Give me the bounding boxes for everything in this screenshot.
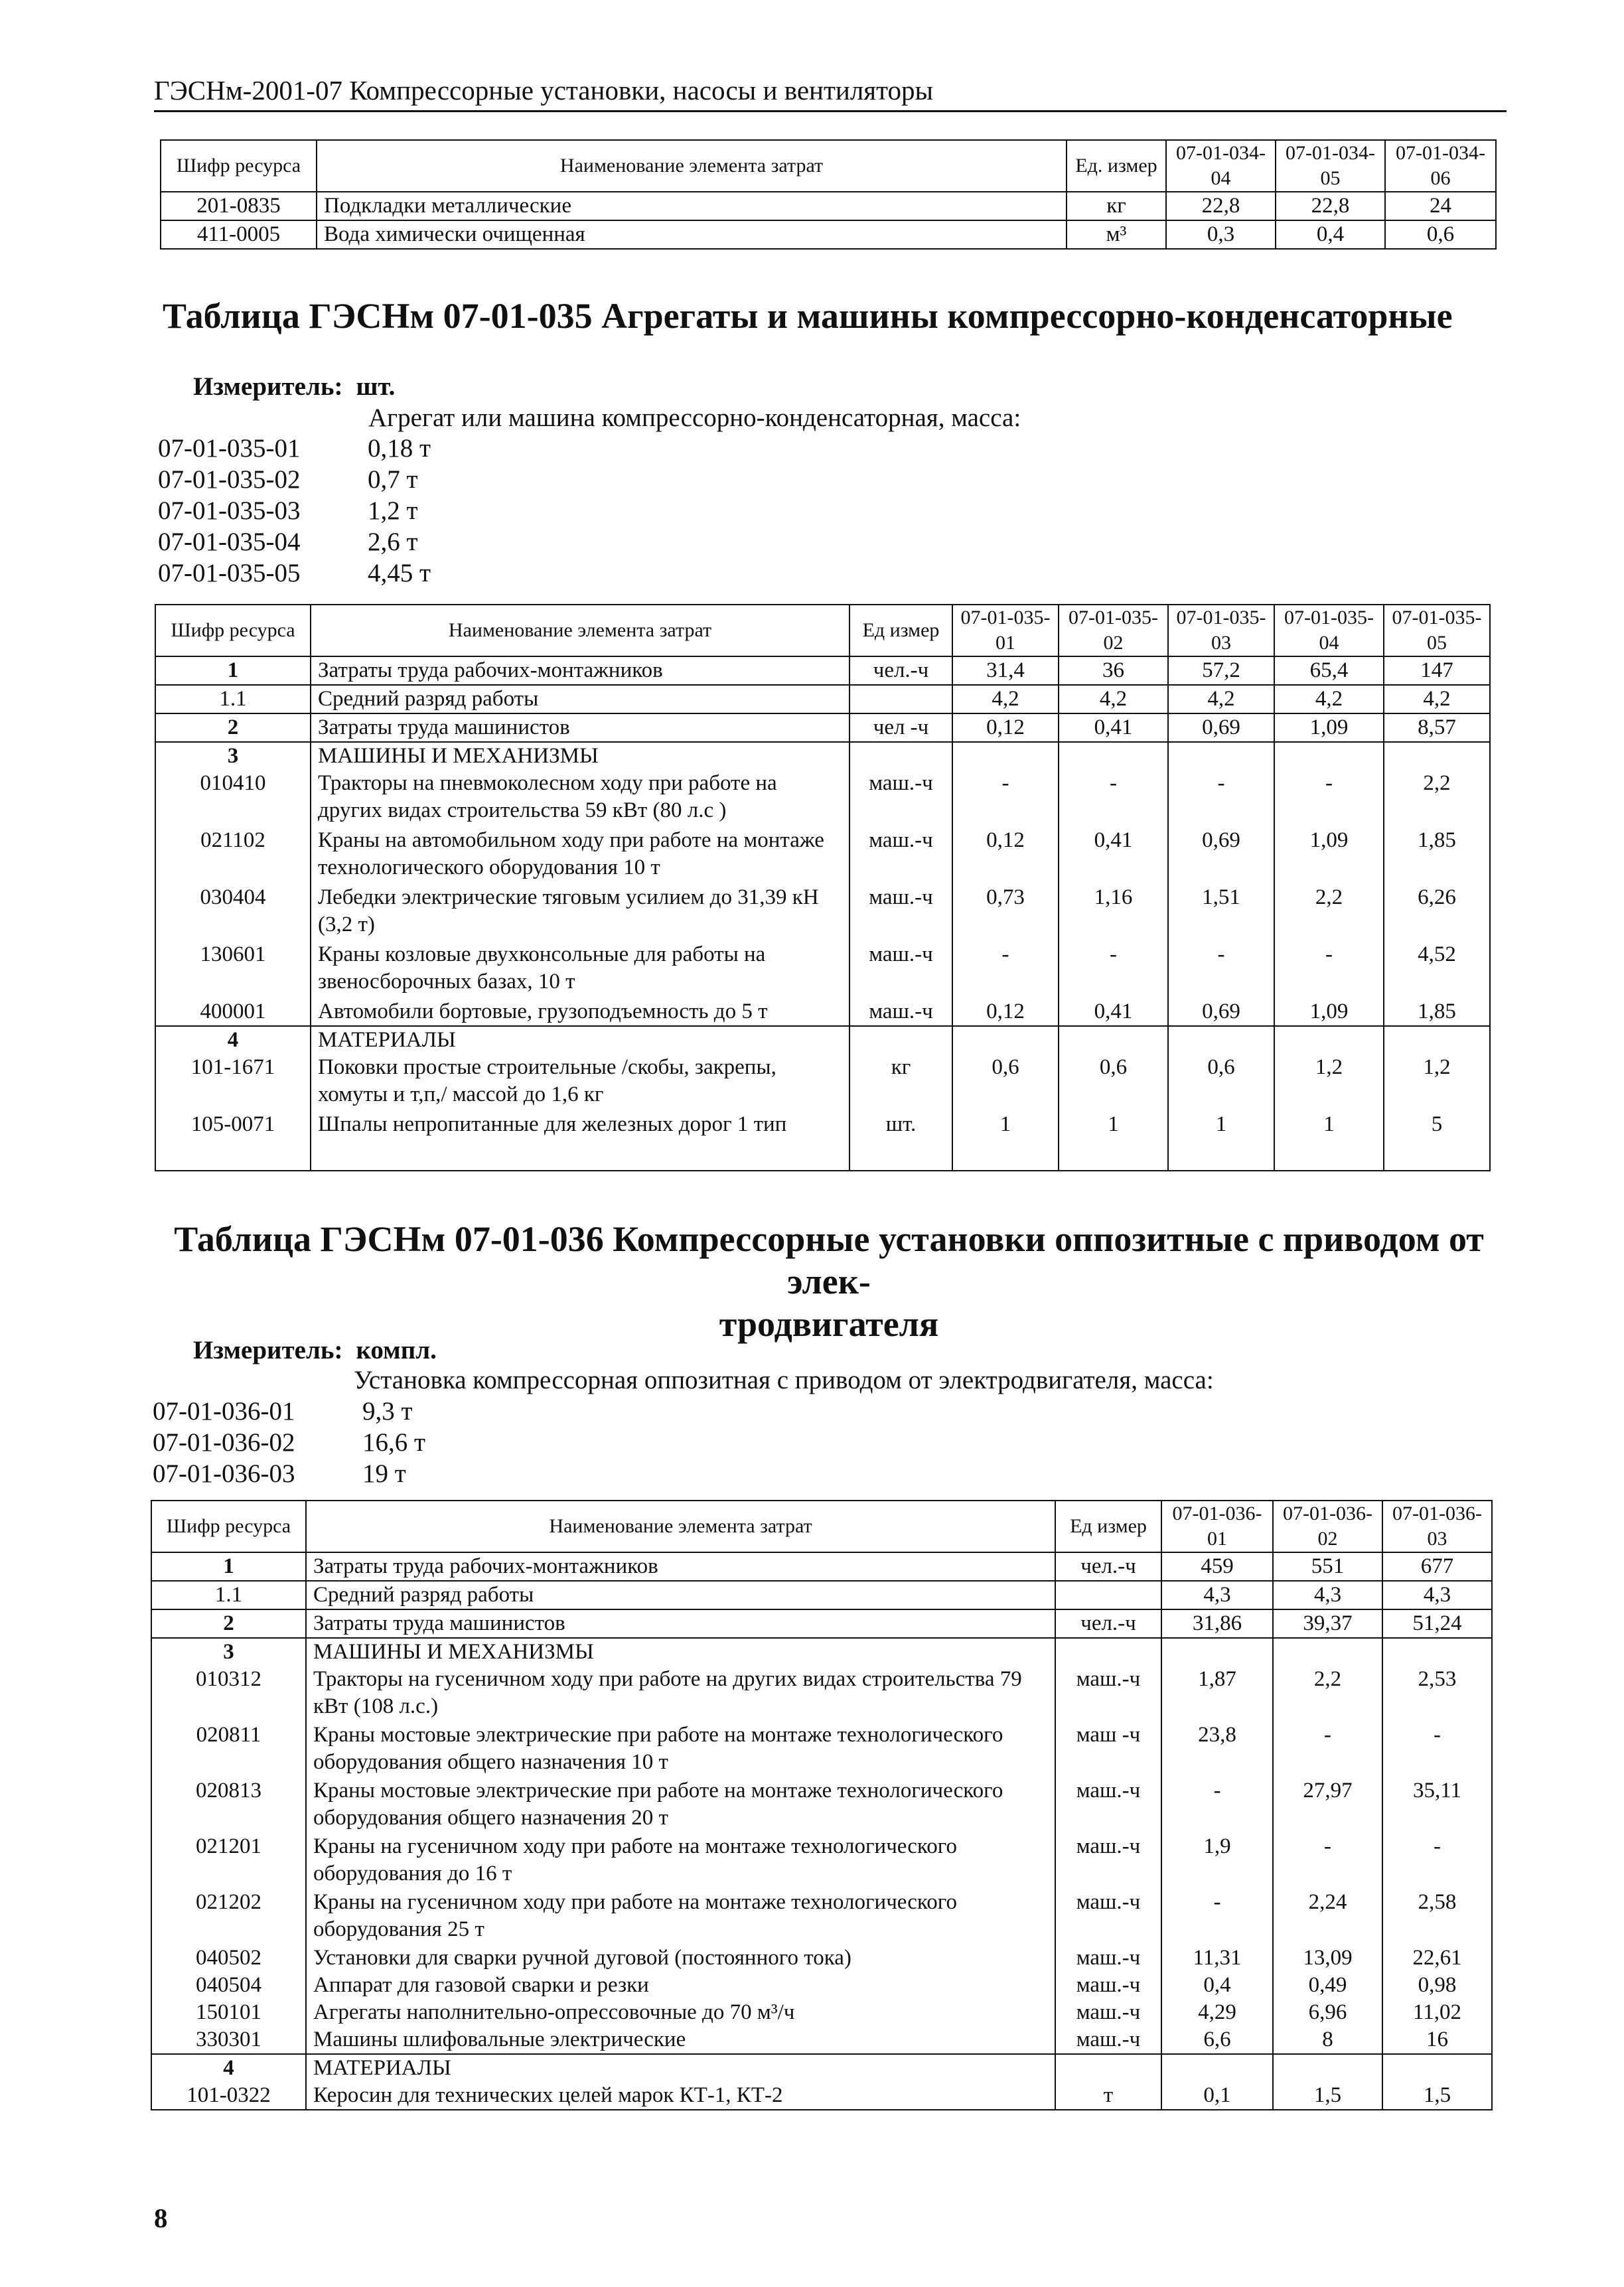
variant-item: 07-01-035-01 0,18 т [158, 434, 431, 463]
table-row: 010410 Тракторы на пневмоколесном ходу при работе на других видах строительства 59 кВт (80 л.с ) маш.-ч - - - - 2,2 [155, 770, 1490, 827]
col-header-variant: 07-01-035-03 [1168, 605, 1274, 656]
header-divider [154, 110, 1507, 112]
table-035-title: Таблица ГЭСНм 07-01-035 Агрегаты и машины компрессорно-конденсаторные [163, 296, 1453, 336]
table-row: 1.1 Средний разряд работы 4,3 4,3 4,3 [151, 1581, 1492, 1609]
table-row: 021202 Краны на гусеничном ходу при работе на монтаже технологического оборудования 25 т маш.-ч - 2,24 2,58 [151, 1889, 1492, 1945]
table-row: 040504 Аппарат для газовой сварки и резки маш.-ч 0,4 0,49 0,98 [151, 1972, 1492, 1999]
table-036 [151, 1500, 1493, 2110]
col-header-variant: 07-01-036-01 [1161, 1501, 1273, 1552]
table-035-meter: Измеритель: шт. [193, 372, 396, 401]
table-row: 2 Затраты труда машинистов чел -ч 0,12 0,41 0,69 1,09 8,57 [155, 713, 1490, 742]
table-036-meter: Измеритель: компл. [193, 1336, 437, 1365]
col-header-resource: Шифр ресурса [155, 605, 311, 656]
table-row: 1 Затраты труда рабочих-монтажников чел.-ч 31,4 36 57,2 65,4 147 [155, 656, 1490, 685]
variant-item: 07-01-035-03 1,2 т [158, 496, 418, 525]
variant-item: 07-01-035-02 0,7 т [158, 465, 418, 494]
table-row: 1 Затраты труда рабочих-монтажников чел.-ч 459 551 677 [151, 1552, 1492, 1581]
variant-item: 07-01-035-04 2,6 т [158, 528, 418, 556]
table-row: 411-0005 Вода химически очищенная м³ 0,3 0,4 0,6 [161, 220, 1496, 249]
section-row: 4 МАТЕРИАЛЫ [155, 1026, 1490, 1054]
table-row: 130601 Краны козловые двухконсольные для работы на звеносборочных базах, 10 т маш.-ч - - - - 4,52 [155, 941, 1490, 998]
col-header-variant: 07-01-034-04 [1166, 140, 1276, 192]
table-row: 105-0071 Шпалы непропитанные для железных дорог 1 тип шт. 1 1 1 1 5 [155, 1111, 1490, 1171]
table-row: 021102 Краны на автомобильном ходу при работе на монтаже технологического оборудования 10 т маш.-ч 0,12 0,41 0,69 1,09 1,85 [155, 827, 1490, 884]
table-row: 330301 Машины шлифовальные электрические маш.-ч 6,6 8 16 [151, 2026, 1492, 2054]
page-number: 8 [154, 2203, 168, 2233]
col-header-name: Наименование элемента затрат [317, 140, 1067, 192]
table-row: 020813 Краны мостовые электрические при работе на монтаже технологического оборудования общего назначения 20 т маш.-ч - 27,97 35,11 [151, 1777, 1492, 1833]
col-header-name: Наименование элемента затрат [306, 1501, 1055, 1552]
col-header-variant: 07-01-035-02 [1059, 605, 1168, 656]
table-row: 1.1 Средний разряд работы 4,2 4,2 4,2 4,2 4,2 [155, 685, 1490, 713]
col-header-unit: Ед измер [849, 605, 952, 656]
section-row: 4 МАТЕРИАЛЫ [151, 2054, 1492, 2082]
col-header-variant: 07-01-036-02 [1273, 1501, 1382, 1552]
table-row: 010312 Тракторы на гусеничном ходу при работе на других видах строительства 79 кВт (108 л.с.) маш.-ч 1,87 2,2 2,53 [151, 1666, 1492, 1722]
col-header-variant: 07-01-035-01 [952, 605, 1059, 656]
table-row: 101-1671 Поковки простые строительные /скобы, закрепы, хомуты и т,п,/ массой до 1,6 кг кг 0,6 0,6 0,6 1,2 1,2 [155, 1054, 1490, 1111]
variant-item: 07-01-036-03 19 т [153, 1459, 406, 1488]
table-row: 030404 Лебедки электрические тяговым усилием до 31,39 кН (3,2 т) маш.-ч 0,73 1,16 1,51 2,2 6,26 [155, 884, 1490, 941]
page-header-title: ГЭСНм-2001-07 Компрессорные установки, насосы и вентиляторы [154, 75, 934, 106]
col-header-resource: Шифр ресурса [151, 1501, 306, 1552]
table-036-description: Установка компрессорная оппозитная с приводом от электродвигателя, масса: [354, 1366, 1214, 1394]
col-header-variant: 07-01-034-05 [1276, 140, 1385, 192]
table-035-variants [158, 433, 431, 589]
variant-item: 07-01-035-05 4,45 т [158, 559, 431, 587]
section-row: 3 МАШИНЫ И МЕХАНИЗМЫ [151, 1638, 1492, 1666]
table-036-variants [153, 1396, 425, 1489]
col-header-variant: 07-01-035-04 [1274, 605, 1384, 656]
table-row: 400001 Автомобили бортовые, грузоподъемность до 5 т маш.-ч 0,12 0,41 0,69 1,09 1,85 [155, 998, 1490, 1026]
col-header-unit: Ед. измер [1067, 140, 1166, 192]
table-035-description: Агрегат или машина компрессорно-конденсаторная, масса: [368, 404, 1021, 432]
col-header-resource: Шифр ресурса [161, 140, 317, 192]
table-row: 2 Затраты труда машинистов чел.-ч 31,86 39,37 51,24 [151, 1609, 1492, 1638]
table-row: 201-0835 Подкладки металлические кг 22,8 22,8 24 [161, 192, 1496, 220]
col-header-name: Наименование элемента затрат [311, 605, 849, 656]
col-header-variant: 07-01-035-05 [1384, 605, 1490, 656]
variant-item: 07-01-036-02 16,6 т [153, 1428, 426, 1457]
table-row: 040502 Установки для сварки ручной дуговой (постоянного тока) маш.-ч 11,31 13,09 22,61 [151, 1945, 1492, 1972]
table-row: 150101 Агрегаты наполнительно-опрессовочные до 70 м³/ч маш.-ч 4,29 6,96 11,02 [151, 1999, 1492, 2026]
variant-item: 07-01-036-01 9,3 т [153, 1397, 413, 1426]
table-row: 020811 Краны мостовые электрические при работе на монтаже технологического оборудования общего назначения 10 т маш -ч 23,8 - - [151, 1722, 1492, 1777]
table-row: 101-0322 Керосин для технических целей марок КТ-1, КТ-2 т 0,1 1,5 1,5 [151, 2082, 1492, 2110]
col-header-unit: Ед измер [1055, 1501, 1161, 1552]
col-header-variant: 07-01-034-06 [1385, 140, 1496, 192]
table-034-continuation [160, 139, 1497, 250]
table-035 [155, 604, 1491, 1171]
table-036-title: Таблица ГЭСНм 07-01-036 Компрессорные установки оппозитные с приводом от элек- тродвигателя [174, 1219, 1484, 1344]
table-row: 021201 Краны на гусеничном ходу при работе на монтаже технологического оборудования до 16 т маш.-ч 1,9 - - [151, 1833, 1492, 1889]
section-row: 3 МАШИНЫ И МЕХАНИЗМЫ [155, 742, 1490, 770]
col-header-variant: 07-01-036-03 [1382, 1501, 1492, 1552]
